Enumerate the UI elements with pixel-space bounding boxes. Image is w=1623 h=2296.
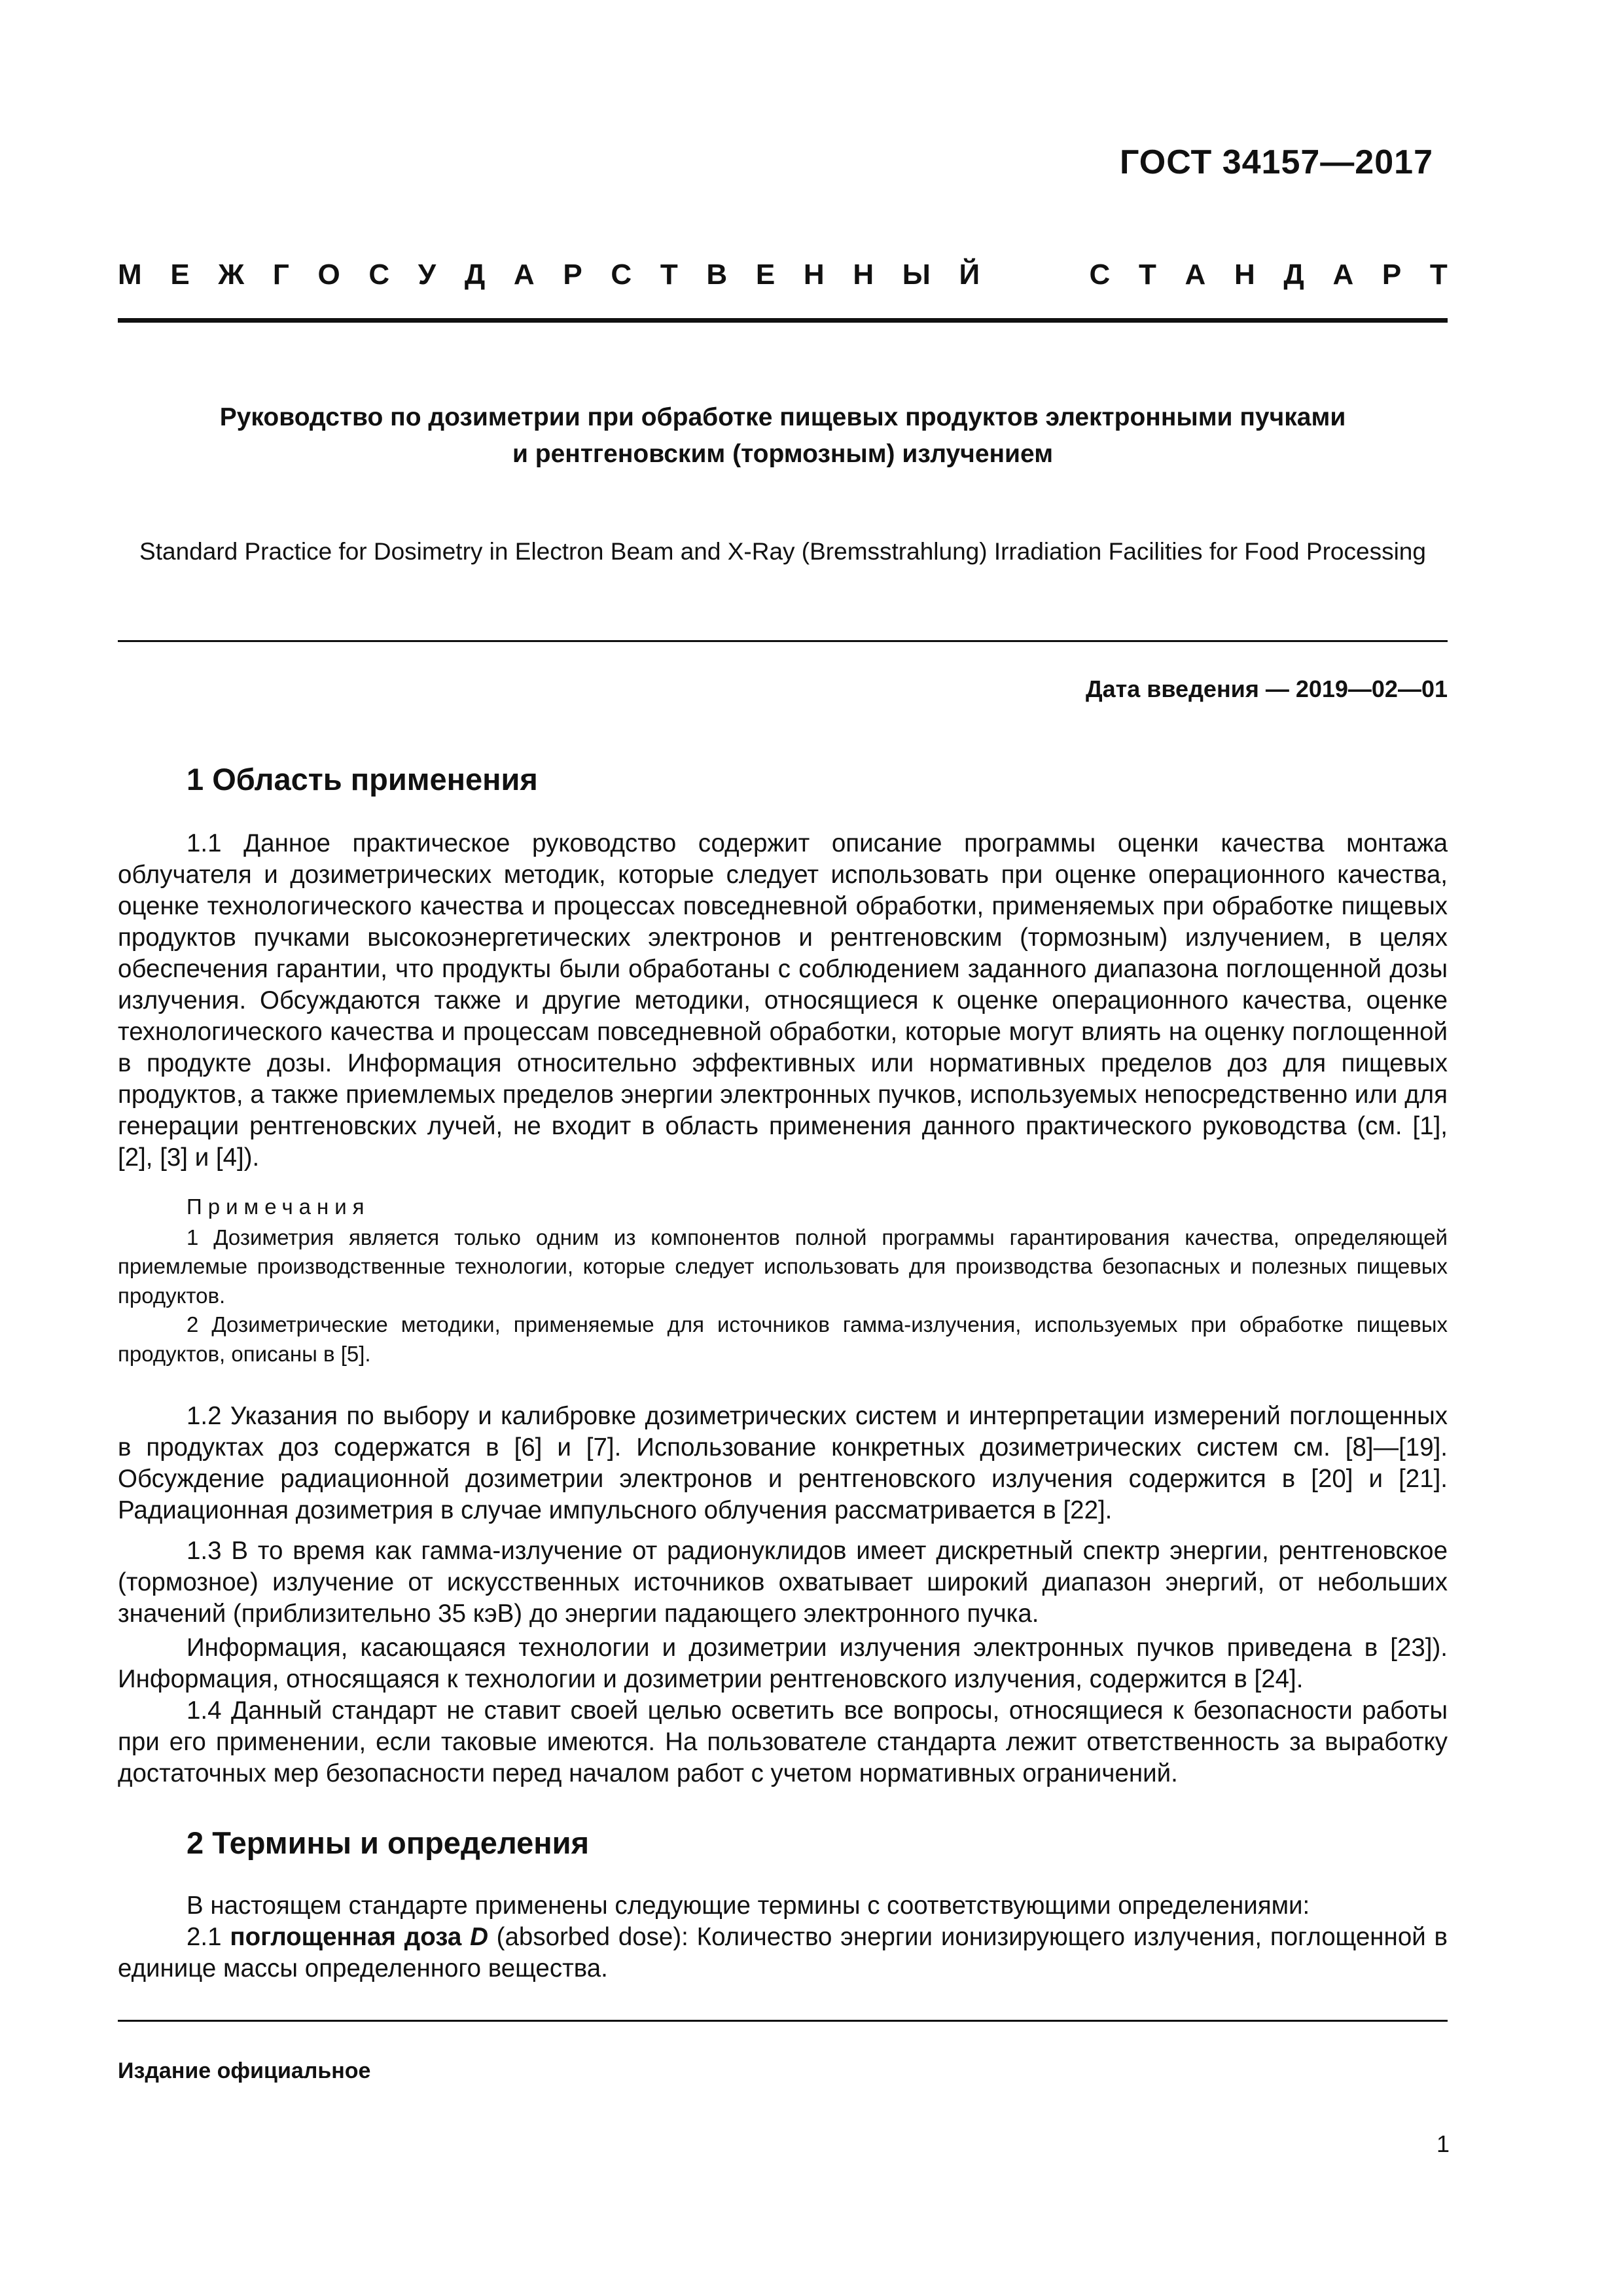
section-2-intro: В настоящем стандарте применены следующие термины с соответствующими определениями: bbox=[187, 1892, 1310, 1920]
title-russian-line2: и рентгеновским (тормозным) излучением bbox=[512, 440, 1054, 468]
interstate-letter: Ы bbox=[902, 259, 931, 291]
section-1-2-to-1-4 bbox=[118, 1401, 1448, 1789]
paragraph-1-4: 1.4 Данный стандарт не ставит своей целью осветить все вопросы, относящиеся к безопасности работы при его применении, если таковые имеются. На пользователе стандарта лежит ответственность за выработку достаточных мер безопасности перед началом работ с учетом нормативных ограничений. bbox=[118, 1696, 1448, 1787]
definition-symbol: D bbox=[470, 1923, 488, 1951]
paragraph-1-3b: Информация, касающаяся технологии и дозиметрии излучения электронных пучков приведена в [23]). Информация, относящаяся к технологии и дозиметрии рентгеновского излучения, содержится в [24]. bbox=[118, 1634, 1448, 1693]
definition-2-1 bbox=[118, 1922, 1448, 1984]
word-gap bbox=[1008, 259, 1061, 291]
interstate-letter: А bbox=[513, 259, 535, 291]
paragraph-1-3a: 1.3 В то время как гамма-излучение от радионуклидов имеет дискретный спектр энергии, рентгеновское (тормозное) излучение от искусственных источников охватывает широкий диапазон энергий, от небольших значений (приблизительно 35 кэВ) до энергии падающего электронного пучка. bbox=[118, 1537, 1448, 1628]
interstate-letter: Г bbox=[272, 259, 289, 291]
title-english: Standard Practice for Dosimetry in Electron Beam and X-Ray (Bremsstrahlung) Irradiation Facilities for Food Processing bbox=[139, 538, 1426, 565]
interstate-letter: Е bbox=[170, 259, 190, 291]
page-number: 1 bbox=[1436, 2130, 1450, 2157]
interstate-letter: У bbox=[418, 259, 437, 291]
interstate-letter: Н bbox=[1234, 259, 1255, 291]
interstate-standard-heading bbox=[118, 259, 1448, 291]
interstate-letter: Н bbox=[853, 259, 874, 291]
interstate-letter: Т bbox=[1138, 259, 1156, 291]
introduction-date: Дата введения — 2019—02—01 bbox=[1085, 675, 1448, 702]
interstate-letter: Ж bbox=[218, 259, 245, 291]
official-edition-label: Издание официальное bbox=[118, 2058, 371, 2083]
interstate-letter: О bbox=[317, 259, 340, 291]
interstate-letter: Т bbox=[660, 259, 678, 291]
interstate-letter: А bbox=[1332, 259, 1354, 291]
gost-code: ГОСТ 34157—2017 bbox=[1120, 143, 1433, 181]
title-russian-line1: Руководство по дозиметрии при обработке пищевых продуктов электронными пучками bbox=[219, 403, 1346, 431]
definition-number: 2.1 bbox=[187, 1923, 230, 1951]
section-2-heading: 2 Термины и определения bbox=[187, 1825, 589, 1860]
interstate-letter: С bbox=[1089, 259, 1111, 291]
notes-block bbox=[118, 1193, 1448, 1369]
definition-text: (absorbed dose): Количество энергии ионизирующего излучения, поглощенной в единице массы определенного вещества. bbox=[118, 1923, 1448, 1982]
note-2: 2 Дозиметрические методики, применяемые для источников гамма-излучения, используемых при обработке пищевых продуктов, описаны в [5]. bbox=[118, 1312, 1448, 1366]
interstate-letter: Д bbox=[1283, 259, 1304, 291]
definition-term: поглощенная доза bbox=[230, 1923, 471, 1951]
section-1-1-text bbox=[118, 828, 1448, 1174]
paragraph-1-1: 1.1 Данное практическое руководство содержит описание программы оценки качества монтажа облучателя и дозиметрических методик, которые следует использовать при оценке операционного качества, оценке технологического качества и процессах повседневной обработки, применяемых при обработке пищевых продуктов пучками высокоэнергетических электронов и рентгеновским (тормозным) излучением, в целях обеспечения гарантии, что продукты были обработаны с соблюдением заданного диапазона поглощенной дозы излучения. Обсуждаются также и другие методики, относящиеся к оценке операционного качества, оценке технологического качества и процессам повседневной обработки, которые могут влиять на оценку поглощенной в продукте дозы. Информация относительно эффективных или нормативных пределов доз для пищевых продуктов, а также приемлемых пределов энергии электронных пучков, используемых непосредственно или для генерации рентгеновских лучей, не входит в область применения данного практического руководства (см. [1], [2], [3] и [4]). bbox=[118, 829, 1448, 1172]
title-russian bbox=[118, 399, 1448, 473]
interstate-letter: Н bbox=[803, 259, 825, 291]
interstate-letter: С bbox=[611, 259, 632, 291]
interstate-letter: Д bbox=[464, 259, 486, 291]
section-1-heading: 1 Область применения bbox=[187, 762, 538, 797]
interstate-letter: А bbox=[1185, 259, 1206, 291]
notes-label: Примечания bbox=[187, 1194, 370, 1219]
section-2-text bbox=[118, 1890, 1448, 1984]
interstate-letter: Е bbox=[755, 259, 776, 291]
paragraph-1-2: 1.2 Указания по выбору и калибровке дозиметрических систем и интерпретации измерений поглощенных в продуктах доз содержатся в [6] и [7]. Использование конкретных дозиметрических систем см. [8]—[19]. Обсуждение радиационной дозиметрии электронов и рентгеновского излучения содержится в [20] и [21]. Радиационная дозиметрия в случае импульсного облучения рассматривается в [22]. bbox=[118, 1402, 1448, 1524]
interstate-letter: Р bbox=[1382, 259, 1402, 291]
header-rule bbox=[118, 318, 1448, 323]
interstate-letter: Т bbox=[1429, 259, 1448, 291]
interstate-letter: С bbox=[368, 259, 390, 291]
interstate-letter: В bbox=[706, 259, 728, 291]
footer-rule bbox=[118, 2020, 1448, 2022]
note-1: 1 Дозиметрия является только одним из компонентов полной программы гарантирования качества, определяющей приемлемые производственные технологии, которые следует использовать для производства безопасных и полезных пищевых продуктов. bbox=[118, 1225, 1448, 1308]
interstate-letter: М bbox=[118, 259, 142, 291]
interstate-letter: Й bbox=[959, 259, 980, 291]
interstate-letter: Р bbox=[563, 259, 582, 291]
title-rule bbox=[118, 640, 1448, 642]
